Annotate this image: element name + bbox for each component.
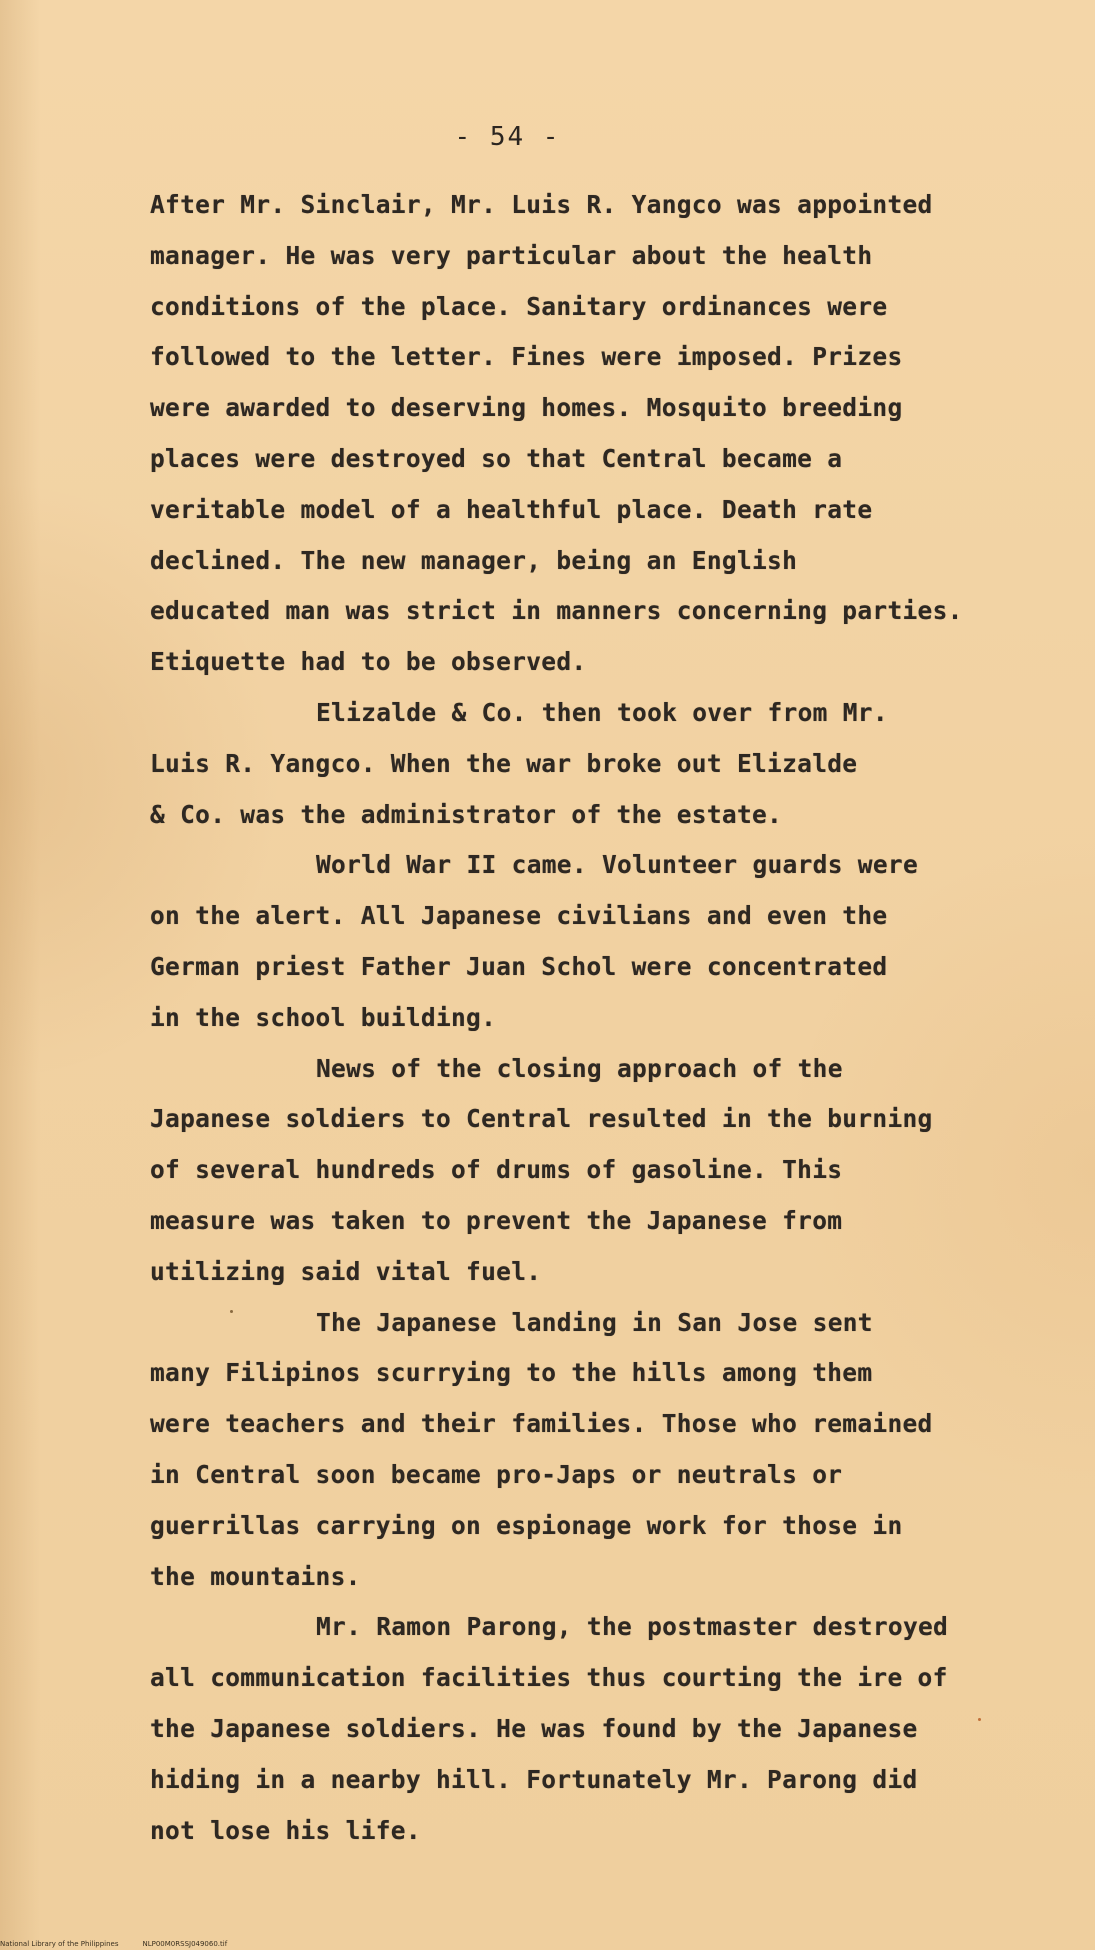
text-line: were teachers and their families. Those who remained (150, 1409, 933, 1439)
text-line: were awarded to deserving homes. Mosquito breeding (150, 393, 903, 423)
text-line: measure was taken to prevent the Japanese from (150, 1205, 843, 1235)
text-line: Elizalde & Co. then took over from Mr. (316, 697, 888, 727)
text-line: Mr. Ramon Parong, the postmaster destroyed (316, 1612, 949, 1642)
text-line: guerrillas carrying on espionage work for those in (150, 1510, 903, 1540)
paragraph (150, 1602, 1010, 1856)
text-line: in Central soon became pro-Japs or neutrals or (150, 1459, 843, 1489)
page-number-text: - 54 - (454, 122, 561, 152)
footer-filename: NLP00M0RSSJ049060.tif (142, 1940, 228, 1948)
text-line: conditions of the place. Sanitary ordinances were (150, 291, 888, 321)
paragraph (150, 1298, 1010, 1603)
text-line: Luis R. Yangco. When the war broke out Elizalde (150, 748, 858, 778)
footer-library: National Library of the Philippines (0, 1940, 119, 1948)
document-body (150, 180, 1010, 1856)
text-line: educated man was strict in manners concerning parties. (150, 596, 963, 626)
text-line: on the alert. All Japanese civilians and even the (150, 901, 888, 931)
text-line: & Co. was the administrator of the estate. (150, 799, 783, 829)
paper-speck (978, 1718, 981, 1721)
text-line: followed to the letter. Fines were imposed. Prizes (150, 342, 903, 372)
page-number (0, 122, 1095, 152)
text-line: all communication facilities thus courting the ire of (150, 1663, 948, 1693)
scan-footer (0, 1940, 251, 1948)
text-line: many Filipinos scurrying to the hills among them (150, 1358, 873, 1388)
paragraph (150, 180, 1010, 688)
text-line: German priest Father Juan Schol were concentrated (150, 951, 888, 981)
text-line: not lose his life. (150, 1815, 421, 1845)
text-line: News of the closing approach of the (316, 1053, 843, 1083)
text-line: of several hundreds of drums of gasoline. This (150, 1155, 843, 1185)
paragraph (150, 1044, 1010, 1298)
text-line: The Japanese landing in San Jose sent (316, 1307, 873, 1337)
text-line: Etiquette had to be observed. (150, 647, 587, 677)
text-line: utilizing said vital fuel. (150, 1256, 542, 1286)
text-line: places were destroyed so that Central became a (150, 443, 843, 473)
text-line: Japanese soldiers to Central resulted in the burning (150, 1104, 933, 1134)
paper-speck (230, 1310, 233, 1313)
text-line: veritable model of a healthful place. Death rate (150, 494, 873, 524)
paragraph (150, 688, 1010, 840)
text-line: the mountains. (150, 1561, 361, 1591)
text-line: After Mr. Sinclair, Mr. Luis R. Yangco was appointed (150, 190, 933, 219)
text-line: the Japanese soldiers. He was found by the Japanese (150, 1713, 918, 1743)
text-line: manager. He was very particular about the health (150, 240, 873, 270)
text-line: World War II came. Volunteer guards were (316, 850, 919, 880)
text-line: in the school building. (150, 1002, 497, 1032)
paragraph (150, 840, 1010, 1043)
text-line: declined. The new manager, being an English (150, 545, 798, 575)
text-line: hiding in a nearby hill. Fortunately Mr. Parong did (150, 1764, 918, 1794)
